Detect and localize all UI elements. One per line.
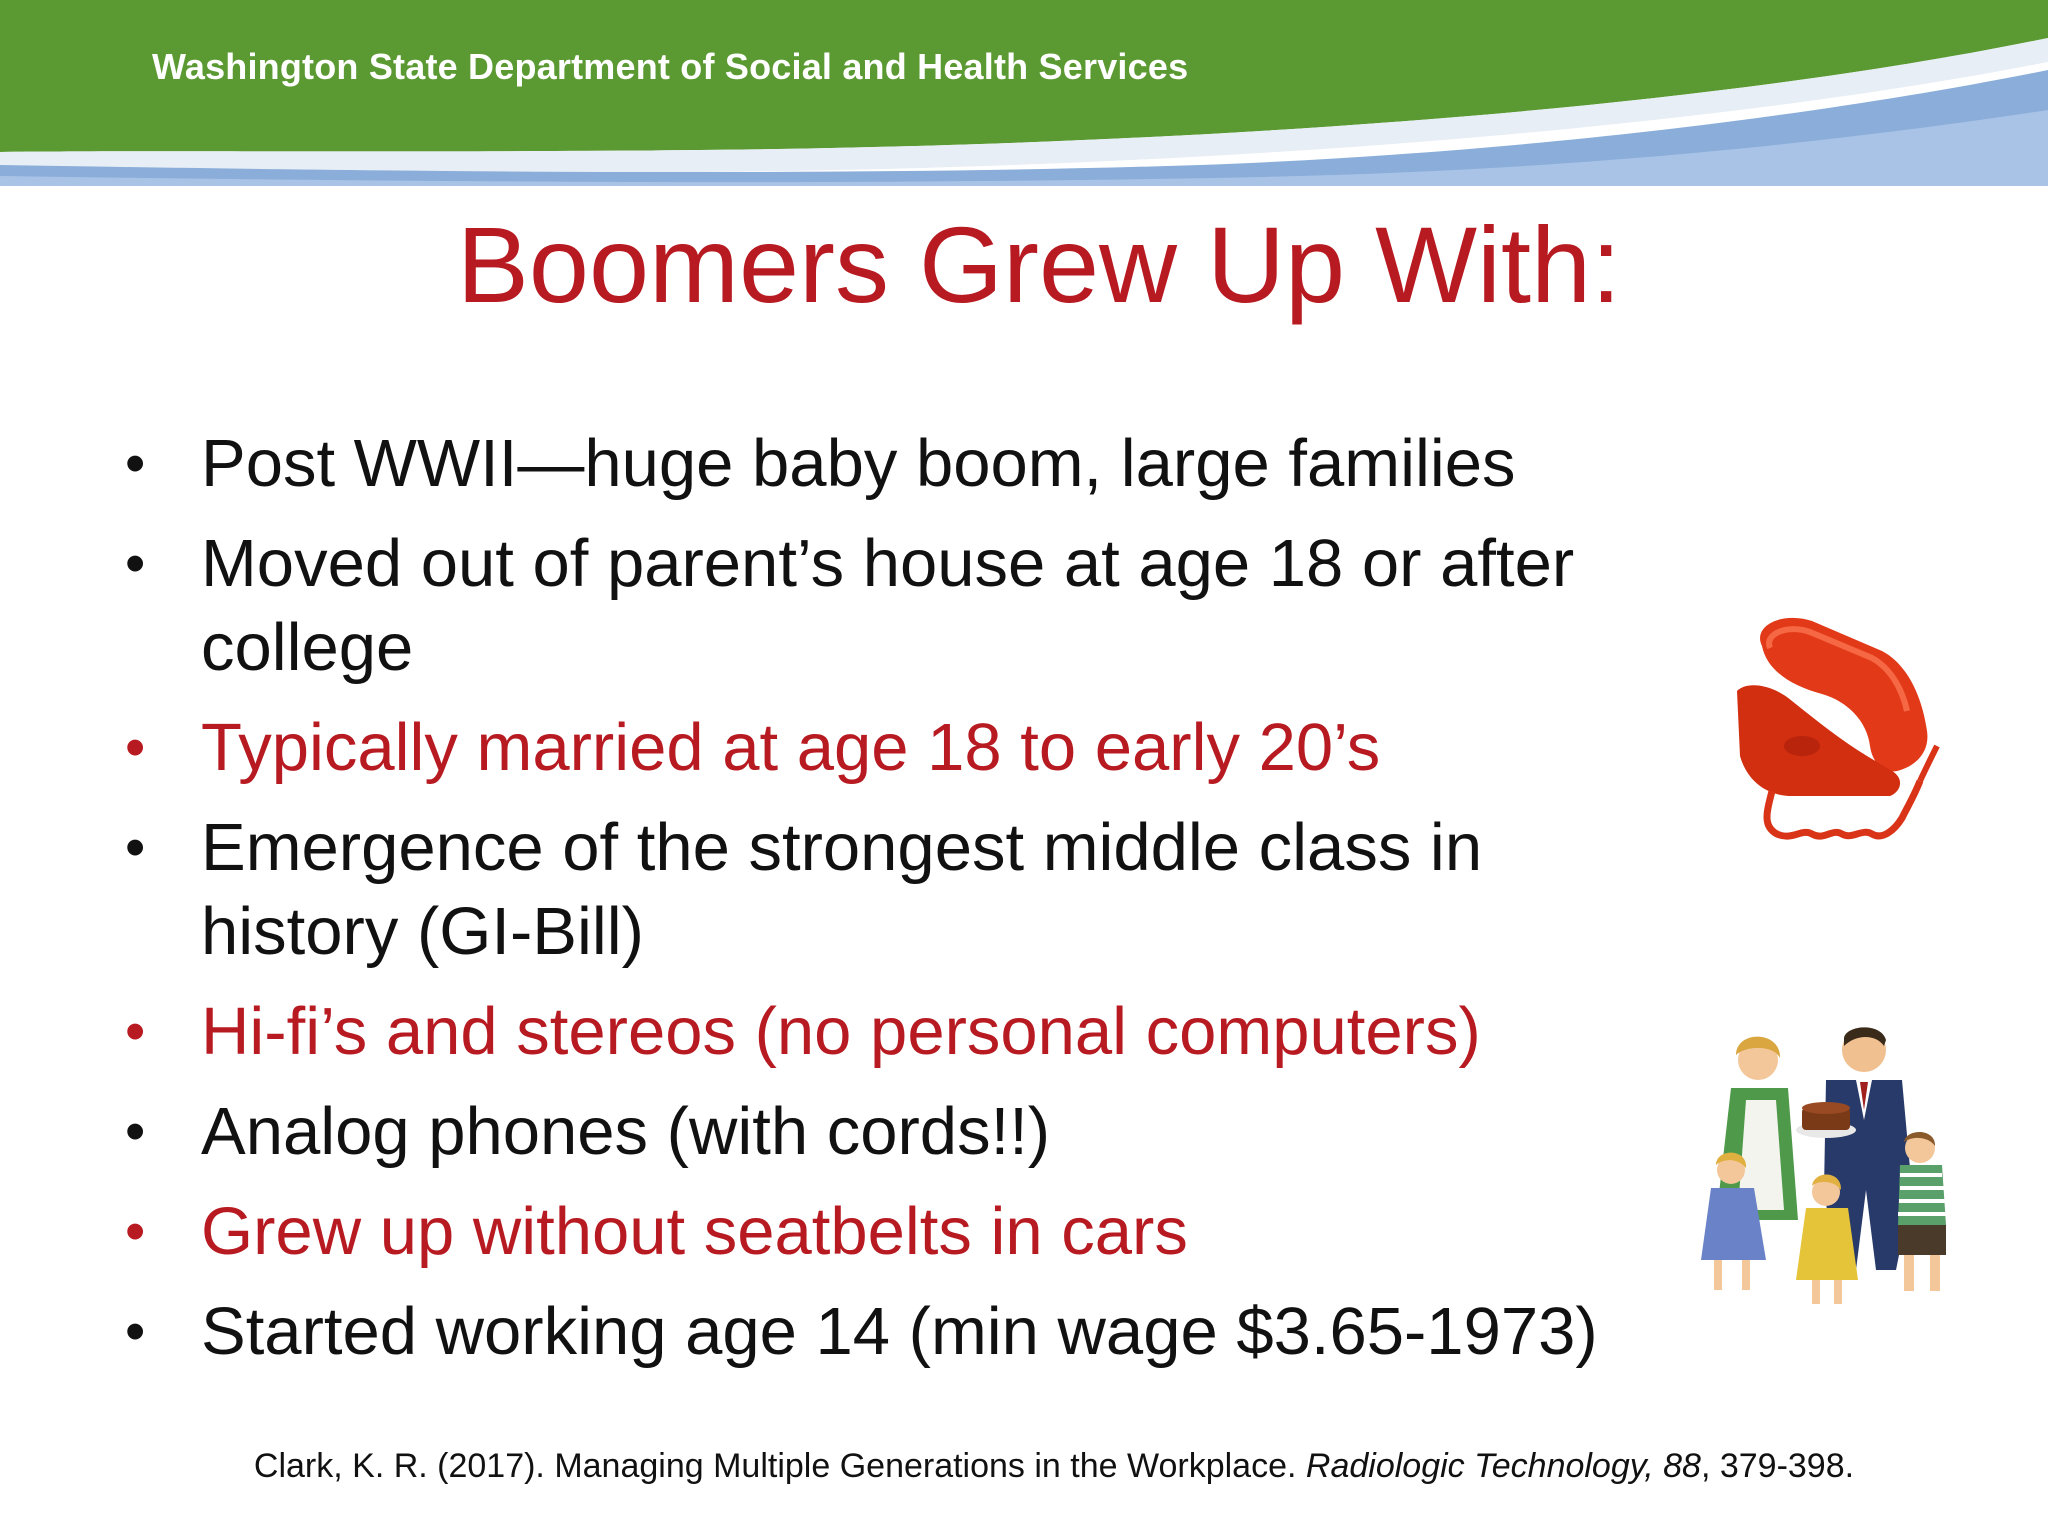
slide-title: Boomers Grew Up With: xyxy=(456,204,1622,325)
bullet-marker: • xyxy=(125,1199,146,1264)
header-banner xyxy=(0,0,2048,186)
bullet-marker: • xyxy=(125,431,146,496)
bullet-marker: • xyxy=(125,999,146,1064)
citation-text: Clark, K. R. (2017). Managing Multiple Generations in the Workplace. xyxy=(253,1447,1306,1485)
citation-journal: Radiologic Technology, 88 xyxy=(1305,1447,1701,1485)
bullet-text: Hi-fi’s and stereos (no personal computers) xyxy=(201,994,1481,1069)
bullet-marker: • xyxy=(125,1099,146,1164)
family-icon xyxy=(1676,1020,2000,1324)
bullet-marker: • xyxy=(125,715,146,780)
bullet-text: Typically married at age 18 to early 20’s xyxy=(201,710,1381,785)
header-wave-graphic xyxy=(0,0,2048,186)
bullet-text: Emergence of the strongest middle class in history (GI-Bill) xyxy=(201,810,1483,969)
bullet-text: Post WWII—huge baby boom, large families xyxy=(201,426,1516,501)
bullet-item-middle-class xyxy=(125,806,1685,974)
bullet-item-hifi xyxy=(125,990,1685,1074)
bullet-text: Moved out of parent’s house at age 18 or after college xyxy=(201,526,1575,685)
bullet-text: Analog phones (with cords!!) xyxy=(201,1094,1051,1169)
bullet-item-seatbelts xyxy=(125,1190,1685,1274)
bullet-item-moved-out xyxy=(125,522,1685,690)
bullet-item-working-age xyxy=(125,1290,1685,1374)
bullet-text: Started working age 14 (min wage $3.65-1973) xyxy=(201,1294,1598,1369)
citation-pages: , 379-398. xyxy=(1700,1447,1855,1485)
citation xyxy=(0,1447,2048,1486)
bullet-marker: • xyxy=(125,1299,146,1364)
telephone-icon xyxy=(1732,606,1948,846)
bullet-marker: • xyxy=(125,531,146,596)
bullet-text: Grew up without seatbelts in cars xyxy=(201,1194,1188,1269)
bullet-item-married xyxy=(125,706,1685,790)
bullet-list xyxy=(125,422,1685,1390)
bullet-item-analog-phones xyxy=(125,1090,1685,1174)
organization-name: Washington State Department of Social and Health Services xyxy=(152,46,1189,87)
bullet-item-baby-boom xyxy=(125,422,1685,506)
bullet-marker: • xyxy=(125,815,146,880)
